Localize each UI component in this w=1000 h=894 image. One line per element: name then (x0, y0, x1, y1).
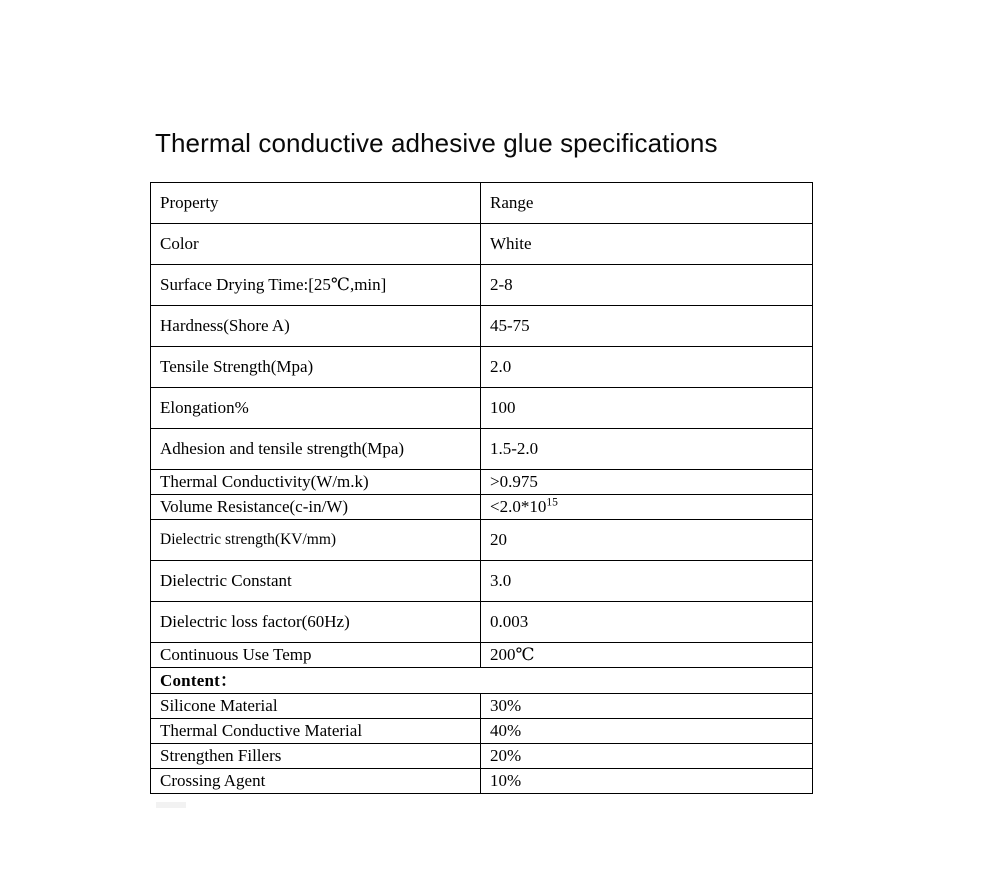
table-row (151, 388, 813, 429)
table-row (151, 495, 813, 520)
property-cell: Thermal Conductive Material (151, 719, 481, 744)
property-cell: Dielectric strength(KV/mm) (151, 520, 481, 561)
table-row (151, 561, 813, 602)
table-row (151, 306, 813, 347)
table-row (151, 265, 813, 306)
range-cell: 3.0 (481, 561, 813, 602)
range-cell: 1.5-2.0 (481, 429, 813, 470)
column-header-property: Property (151, 183, 481, 224)
range-cell: 20% (481, 744, 813, 769)
property-cell: Color (151, 224, 481, 265)
property-cell: Silicone Material (151, 694, 481, 719)
property-cell: Thermal Conductivity(W/m.k) (151, 470, 481, 495)
table-row (151, 429, 813, 470)
property-cell: Volume Resistance(c-in/W) (151, 495, 481, 520)
column-header-range: Range (481, 183, 813, 224)
content-section-heading: Content： (151, 668, 813, 694)
range-value-base: <2.0*10 (490, 497, 547, 517)
specifications-table (150, 182, 813, 794)
page-title: Thermal conductive adhesive glue specifications (155, 128, 718, 158)
property-cell: Dielectric Constant (151, 561, 481, 602)
property-cell: Continuous Use Temp (151, 643, 481, 668)
property-cell: Adhesion and tensile strength(Mpa) (151, 429, 481, 470)
range-cell (481, 495, 813, 520)
table-row (151, 719, 813, 744)
table-row (151, 744, 813, 769)
table-row (151, 470, 813, 495)
property-cell: Hardness(Shore A) (151, 306, 481, 347)
property-cell: Surface Drying Time:[25℃,min] (151, 265, 481, 306)
table-header-row (151, 183, 813, 224)
range-cell: 10% (481, 769, 813, 794)
range-cell: >0.975 (481, 470, 813, 495)
content-section-heading-row (151, 668, 813, 694)
range-cell: 100 (481, 388, 813, 429)
scan-artifact (156, 802, 186, 808)
range-cell: 2-8 (481, 265, 813, 306)
property-cell: Tensile Strength(Mpa) (151, 347, 481, 388)
range-cell: 40% (481, 719, 813, 744)
table-row (151, 520, 813, 561)
table-row (151, 769, 813, 794)
property-cell: Dielectric loss factor(60Hz) (151, 602, 481, 643)
range-cell: 20 (481, 520, 813, 561)
range-cell: 2.0 (481, 347, 813, 388)
range-cell: 45-75 (481, 306, 813, 347)
range-cell: 0.003 (481, 602, 813, 643)
property-cell: Crossing Agent (151, 769, 481, 794)
table-row (151, 347, 813, 388)
property-cell: Strengthen Fillers (151, 744, 481, 769)
range-cell: 30% (481, 694, 813, 719)
table-row (151, 694, 813, 719)
range-cell: White (481, 224, 813, 265)
range-cell: 200℃ (481, 643, 813, 668)
table-row (151, 602, 813, 643)
table-row (151, 643, 813, 668)
table-body (151, 183, 813, 794)
range-value-exponent: 15 (546, 495, 558, 509)
table-row (151, 224, 813, 265)
property-cell: Elongation% (151, 388, 481, 429)
